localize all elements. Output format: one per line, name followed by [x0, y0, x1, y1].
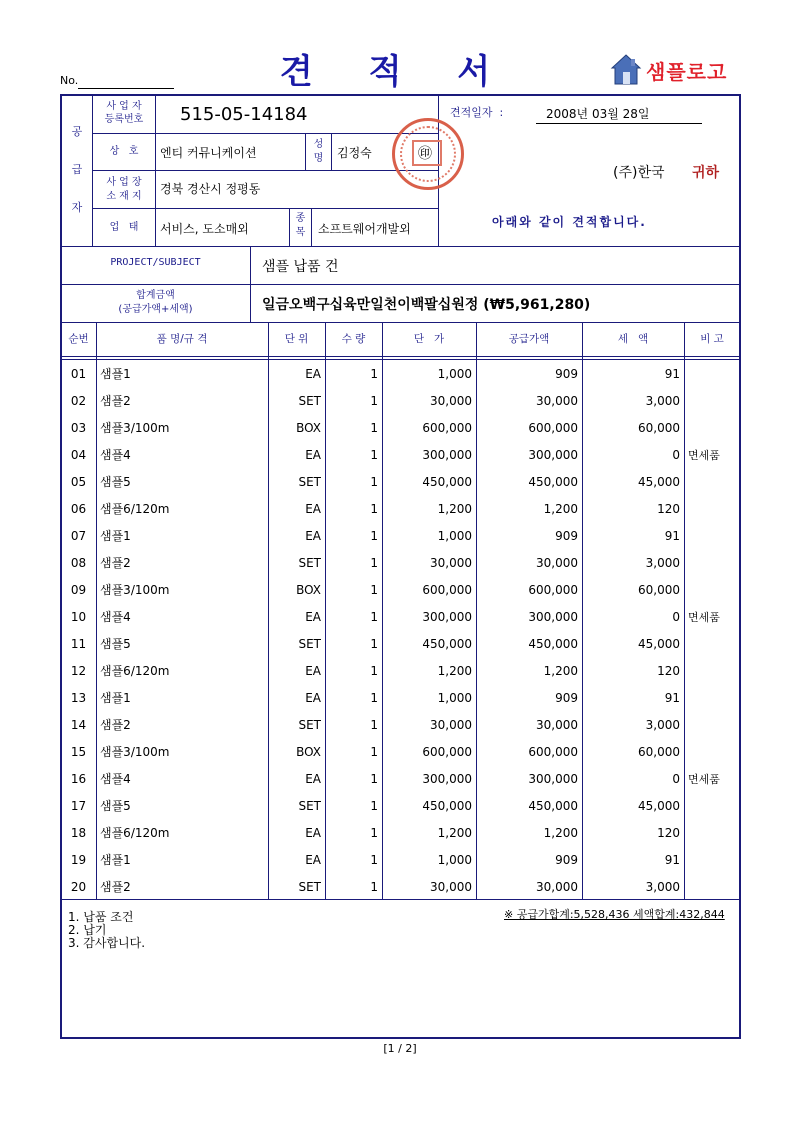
col-item: 샘플1	[100, 529, 131, 543]
col-qty: 1	[370, 583, 378, 597]
col-qty: 1	[370, 394, 378, 408]
col-item: 샘플5	[100, 637, 131, 651]
date-value: 2008년 03월 28일	[546, 107, 650, 121]
col-price: 300,000	[422, 772, 472, 786]
col-price: 1,000	[437, 367, 472, 381]
col-price: 600,000	[422, 745, 472, 759]
col-tax: 91	[664, 367, 680, 381]
col-tax: 91	[664, 529, 680, 543]
doc-number-line	[78, 88, 174, 89]
header-col-unit: 단 위	[284, 333, 309, 345]
col-note	[688, 415, 740, 442]
supplier-side-label-2: 급	[71, 163, 83, 176]
col-index: 17	[70, 799, 87, 813]
col-price: 30,000	[430, 718, 472, 732]
col-unit: SET	[298, 718, 321, 732]
col-item: 샘플6/120m	[100, 826, 170, 840]
col-index: 09	[70, 583, 87, 597]
col-item: 샘플2	[100, 556, 131, 570]
col-unit: EA	[305, 367, 321, 381]
col-supply: 600,000	[528, 421, 578, 435]
logo-text: 샘플로고	[646, 60, 728, 84]
col-qty: 1	[370, 664, 378, 678]
item-label-1: 종	[295, 213, 306, 224]
col-index: 03	[70, 421, 87, 435]
col-index: 16	[70, 772, 87, 786]
col-note	[688, 739, 740, 766]
col-supply: 30,000	[536, 556, 578, 570]
company-value: 엔티 커뮤니케이션	[160, 146, 257, 160]
col-unit: BOX	[296, 583, 321, 597]
col-price: 30,000	[430, 394, 472, 408]
col-supply: 30,000	[536, 394, 578, 408]
col-unit: EA	[305, 502, 321, 516]
col-tax: 3,000	[645, 880, 680, 894]
doc-number-label: No.	[60, 74, 79, 87]
col-tax: 60,000	[638, 583, 680, 597]
col-index: 04	[70, 448, 87, 462]
col-unit: SET	[298, 475, 321, 489]
col-tax: 91	[664, 691, 680, 705]
col-qty: 1	[370, 637, 378, 651]
col-item: 샘플5	[100, 799, 131, 813]
date-label: 견적일자 :	[450, 106, 504, 119]
col-price: 600,000	[422, 583, 472, 597]
col-tax: 0	[672, 448, 680, 462]
col-price: 1,000	[437, 691, 472, 705]
regno-label-2: 등록번호	[104, 114, 144, 125]
address-label-2: 소 재 지	[106, 191, 142, 202]
col-item: 샘플3/100m	[100, 421, 170, 435]
total-sublabel: (공급가액+세액)	[118, 304, 193, 315]
col-note	[688, 631, 740, 658]
col-index: 02	[70, 394, 87, 408]
col-supply: 300,000	[528, 772, 578, 786]
col-supply: 1,200	[543, 664, 578, 678]
col-qty: 1	[370, 745, 378, 759]
item-label-2: 목	[295, 227, 306, 238]
seal-mark: ㊞	[418, 146, 432, 162]
col-note	[688, 469, 740, 496]
col-unit: EA	[305, 853, 321, 867]
col-unit: SET	[298, 799, 321, 813]
project-label: PROJECT/SUBJECT	[110, 257, 201, 268]
regno-label-1: 사 업 자	[106, 101, 142, 112]
col-qty: 1	[370, 448, 378, 462]
col-note	[688, 874, 740, 901]
col-note	[688, 658, 740, 685]
header-col-price: 단 가	[413, 333, 445, 345]
col-note	[688, 523, 740, 550]
col-item: 샘플3/100m	[100, 583, 170, 597]
page-number: [1 / 2]	[383, 1042, 417, 1055]
col-tax: 60,000	[638, 745, 680, 759]
col-qty: 1	[370, 502, 378, 516]
col-unit: EA	[305, 529, 321, 543]
col-price: 300,000	[422, 448, 472, 462]
col-unit: EA	[305, 610, 321, 624]
total-label: 합계금액	[136, 290, 175, 301]
col-price: 1,000	[437, 853, 472, 867]
col-tax: 45,000	[638, 475, 680, 489]
col-item: 샘플4	[100, 610, 131, 624]
col-qty: 1	[370, 772, 378, 786]
col-note	[688, 577, 740, 604]
col-note	[688, 361, 740, 388]
col-qty: 1	[370, 853, 378, 867]
name-label-1: 성	[313, 139, 324, 150]
col-supply: 300,000	[528, 610, 578, 624]
col-note	[688, 496, 740, 523]
col-price: 300,000	[422, 610, 472, 624]
col-index: 18	[70, 826, 87, 840]
regno-value: 515-05-14184	[180, 104, 308, 125]
col-tax: 3,000	[645, 394, 680, 408]
header-col-tax: 세 액	[617, 333, 649, 345]
project-value: 샘플 납품 건	[262, 259, 339, 275]
col-tax: 0	[672, 772, 680, 786]
col-supply: 30,000	[536, 880, 578, 894]
header-col-qty: 수 량	[341, 333, 366, 345]
col-qty: 1	[370, 691, 378, 705]
col-unit: SET	[298, 880, 321, 894]
col-index: 08	[70, 556, 87, 570]
col-supply: 30,000	[536, 718, 578, 732]
col-supply: 600,000	[528, 745, 578, 759]
col-price: 1,200	[437, 664, 472, 678]
col-unit: SET	[298, 556, 321, 570]
col-note	[688, 550, 740, 577]
col-index: 10	[70, 610, 87, 624]
address-label-1: 사 업 장	[106, 177, 142, 188]
col-index: 20	[70, 880, 87, 894]
col-qty: 1	[370, 610, 378, 624]
col-price: 1,200	[437, 502, 472, 516]
biz-value: 서비스, 도소매외	[160, 222, 249, 236]
col-tax: 120	[657, 826, 680, 840]
header-col-index: 순번	[68, 333, 89, 345]
note-3: 3. 감사합니다.	[68, 936, 146, 950]
col-item: 샘플2	[100, 394, 131, 408]
col-price: 1,000	[437, 529, 472, 543]
col-item: 샘플1	[100, 367, 131, 381]
col-index: 19	[70, 853, 87, 867]
supplier-side-label-1: 공	[71, 125, 83, 138]
col-item: 샘플2	[100, 880, 131, 894]
col-item: 샘플3/100m	[100, 745, 170, 759]
col-item: 샘플6/120m	[100, 502, 170, 516]
totals-summary: ※ 공급가합계:5,528,436 세액합계:432,844	[504, 908, 725, 921]
name-value: 김정숙	[337, 146, 372, 160]
col-unit: EA	[305, 772, 321, 786]
header-col-item: 품 명/규 격	[156, 333, 208, 345]
col-qty: 1	[370, 367, 378, 381]
col-note	[688, 847, 740, 874]
col-index: 05	[70, 475, 87, 489]
col-supply: 450,000	[528, 475, 578, 489]
col-item: 샘플4	[100, 448, 131, 462]
header-col-supply: 공급가액	[508, 333, 550, 345]
col-price: 30,000	[430, 556, 472, 570]
col-tax: 3,000	[645, 718, 680, 732]
col-supply: 909	[555, 367, 578, 381]
col-supply: 1,200	[543, 502, 578, 516]
col-item: 샘플5	[100, 475, 131, 489]
document-title: 견 적 서	[279, 52, 513, 92]
col-supply: 909	[555, 691, 578, 705]
col-qty: 1	[370, 799, 378, 813]
col-qty: 1	[370, 529, 378, 543]
col-note	[688, 712, 740, 739]
col-supply: 909	[555, 853, 578, 867]
address-value: 경북 경산시 정평동	[160, 182, 261, 196]
col-price: 450,000	[422, 637, 472, 651]
col-index: 01	[70, 367, 87, 381]
col-qty: 1	[370, 556, 378, 570]
col-qty: 1	[370, 718, 378, 732]
col-unit: BOX	[296, 421, 321, 435]
col-qty: 1	[370, 475, 378, 489]
col-item: 샘플6/120m	[100, 664, 170, 678]
item-value: 소프트웨어개발외	[318, 222, 411, 236]
note-2: 2. 납기	[68, 923, 107, 937]
col-tax: 0	[672, 610, 680, 624]
col-item: 샘플4	[100, 772, 131, 786]
header-col-note: 비 고	[700, 333, 724, 345]
col-unit: EA	[305, 826, 321, 840]
col-qty: 1	[370, 826, 378, 840]
note-1: 1. 납품 조건	[68, 910, 134, 924]
biz-label: 업 태	[109, 222, 139, 233]
col-item: 샘플2	[100, 718, 131, 732]
house-icon	[610, 52, 642, 88]
col-index: 11	[70, 637, 87, 651]
client-name: (주)한국	[613, 165, 665, 181]
col-index: 13	[70, 691, 87, 705]
col-note	[688, 388, 740, 415]
col-price: 450,000	[422, 475, 472, 489]
col-index: 14	[70, 718, 87, 732]
col-supply: 1,200	[543, 826, 578, 840]
col-unit: BOX	[296, 745, 321, 759]
col-tax: 120	[657, 502, 680, 516]
col-index: 06	[70, 502, 87, 516]
col-unit: EA	[305, 664, 321, 678]
supplier-side-label-3: 자	[71, 201, 83, 214]
col-note: 면세품	[688, 773, 720, 786]
col-tax: 3,000	[645, 556, 680, 570]
col-item: 샘플1	[100, 691, 131, 705]
col-note: 면세품	[688, 611, 720, 624]
col-supply: 450,000	[528, 637, 578, 651]
client-honorific: 귀하	[692, 165, 720, 181]
col-item: 샘플1	[100, 853, 131, 867]
col-supply: 300,000	[528, 448, 578, 462]
col-supply: 450,000	[528, 799, 578, 813]
col-price: 450,000	[422, 799, 472, 813]
col-qty: 1	[370, 880, 378, 894]
col-price: 1,200	[437, 826, 472, 840]
col-note	[688, 820, 740, 847]
col-index: 07	[70, 529, 87, 543]
col-tax: 120	[657, 664, 680, 678]
col-unit: SET	[298, 637, 321, 651]
col-tax: 45,000	[638, 799, 680, 813]
col-price: 30,000	[430, 880, 472, 894]
col-qty: 1	[370, 421, 378, 435]
company-label: 상 호	[109, 146, 139, 157]
col-unit: EA	[305, 691, 321, 705]
col-tax: 91	[664, 853, 680, 867]
col-index: 12	[70, 664, 87, 678]
col-unit: SET	[298, 394, 321, 408]
total-value: 일금오백구십육만일천이백팔십원정 (₩5,961,280)	[262, 297, 591, 313]
col-tax: 45,000	[638, 637, 680, 651]
col-note: 면세품	[688, 449, 720, 462]
col-supply: 909	[555, 529, 578, 543]
quote-message: 아래와 같이 견적합니다.	[492, 215, 647, 229]
col-supply: 600,000	[528, 583, 578, 597]
col-price: 600,000	[422, 421, 472, 435]
name-label-2: 명	[313, 153, 324, 164]
col-note	[688, 685, 740, 712]
col-note	[688, 793, 740, 820]
col-unit: EA	[305, 448, 321, 462]
col-tax: 60,000	[638, 421, 680, 435]
col-index: 15	[70, 745, 87, 759]
